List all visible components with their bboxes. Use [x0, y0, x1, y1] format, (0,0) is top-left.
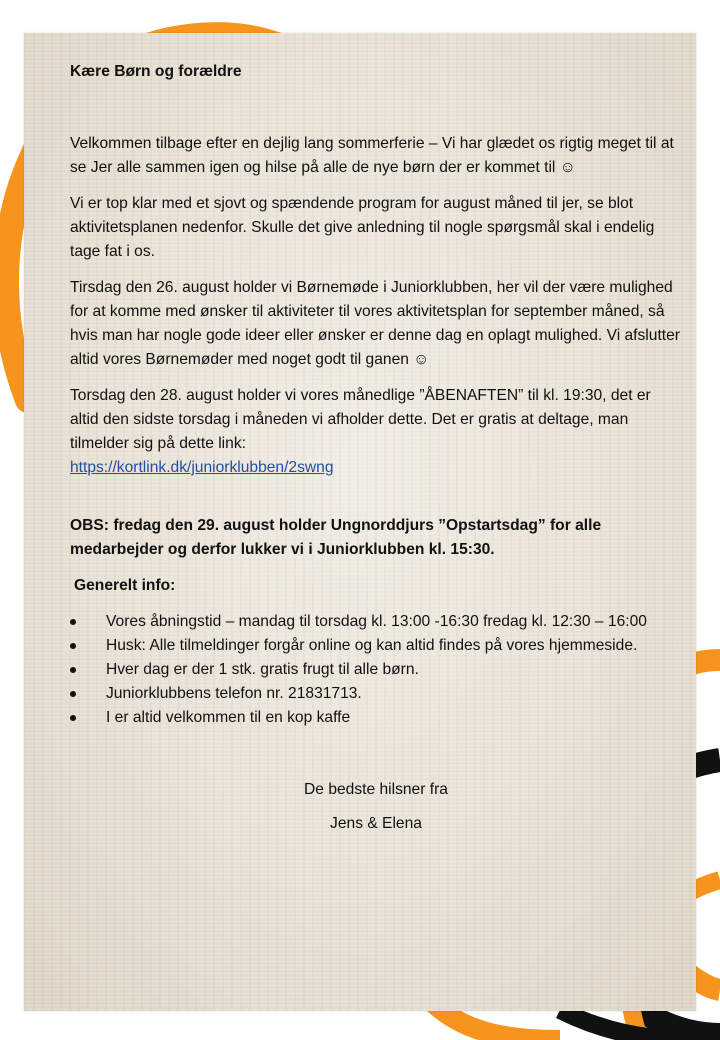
signoff-line1: De bedste hilsner fra [304, 781, 448, 798]
list-item: Hver dag er der 1 stk. gratis frugt til alle børn. [70, 658, 682, 682]
letter-body [70, 60, 682, 836]
signoff-names: Jens & Elena [330, 815, 422, 832]
spacer [70, 480, 682, 514]
bullet-icon [70, 619, 76, 625]
signup-link[interactable]: https://kortlink.dk/juniorklubben/2swng [70, 459, 334, 476]
list-item: I er altid velkommen til en kop kaffe [70, 706, 682, 730]
paragraph-childrens-meeting: Tirsdag den 26. august holder vi Børnemøde i Juniorklubben, her vil der være mulighed for at komme med ønsker til aktiviteter til vores aktivitetsplan for september måned, så hvis man har nogle gode ideer eller ønsker er denne dag en oplagt mulighed. Vi afslutter altid vores Børnemøder med noget godt til ganen ☺ [70, 279, 680, 368]
bullet-icon [70, 643, 76, 649]
info-list [70, 610, 682, 730]
bullet-icon [70, 667, 76, 673]
bullet-icon [70, 715, 76, 721]
list-item: Juniorklubbens telefon nr. 21831713. [70, 682, 682, 706]
greeting: Kære Børn og forældre [70, 63, 242, 80]
list-item: Vores åbningstid – mandag til torsdag kl. 13:00 -16:30 fredag kl. 12:30 – 16:00 [70, 610, 682, 634]
info-title: Generelt info: [74, 577, 176, 594]
paragraph-welcome: Velkommen tilbage efter en dejlig lang sommerferie – Vi har glædet os rigtig meget til at se Jer alle sammen igen og hilse på alle de nye børn der er kommet til ☺ [70, 135, 674, 176]
paragraph-open-evening: Torsdag den 28. august holder vi vores månedlige ”ÅBENAFTEN” til kl. 19:30, det er altid den sidste torsdag i måneden vi afholder dette. Det er gratis at deltage, man tilmelder sig på dette link: [70, 387, 651, 452]
paragraph-program: Vi er top klar med et sjovt og spændende program for august måned til jer, se blot aktivitetsplanen nedenfor. Skulle det give anledning til nogle spørgsmål skal i endelig tage fat i os. [70, 195, 655, 260]
bullet-icon [70, 691, 76, 697]
notice: OBS: fredag den 29. august holder Ungnorddjurs ”Opstartsdag” for alle medarbejder og derfor lukker vi i Juniorklubben kl. 15:30. [70, 517, 602, 558]
list-item: Husk: Alle tilmeldinger forgår online og kan altid findes på vores hjemmeside. [70, 634, 682, 658]
